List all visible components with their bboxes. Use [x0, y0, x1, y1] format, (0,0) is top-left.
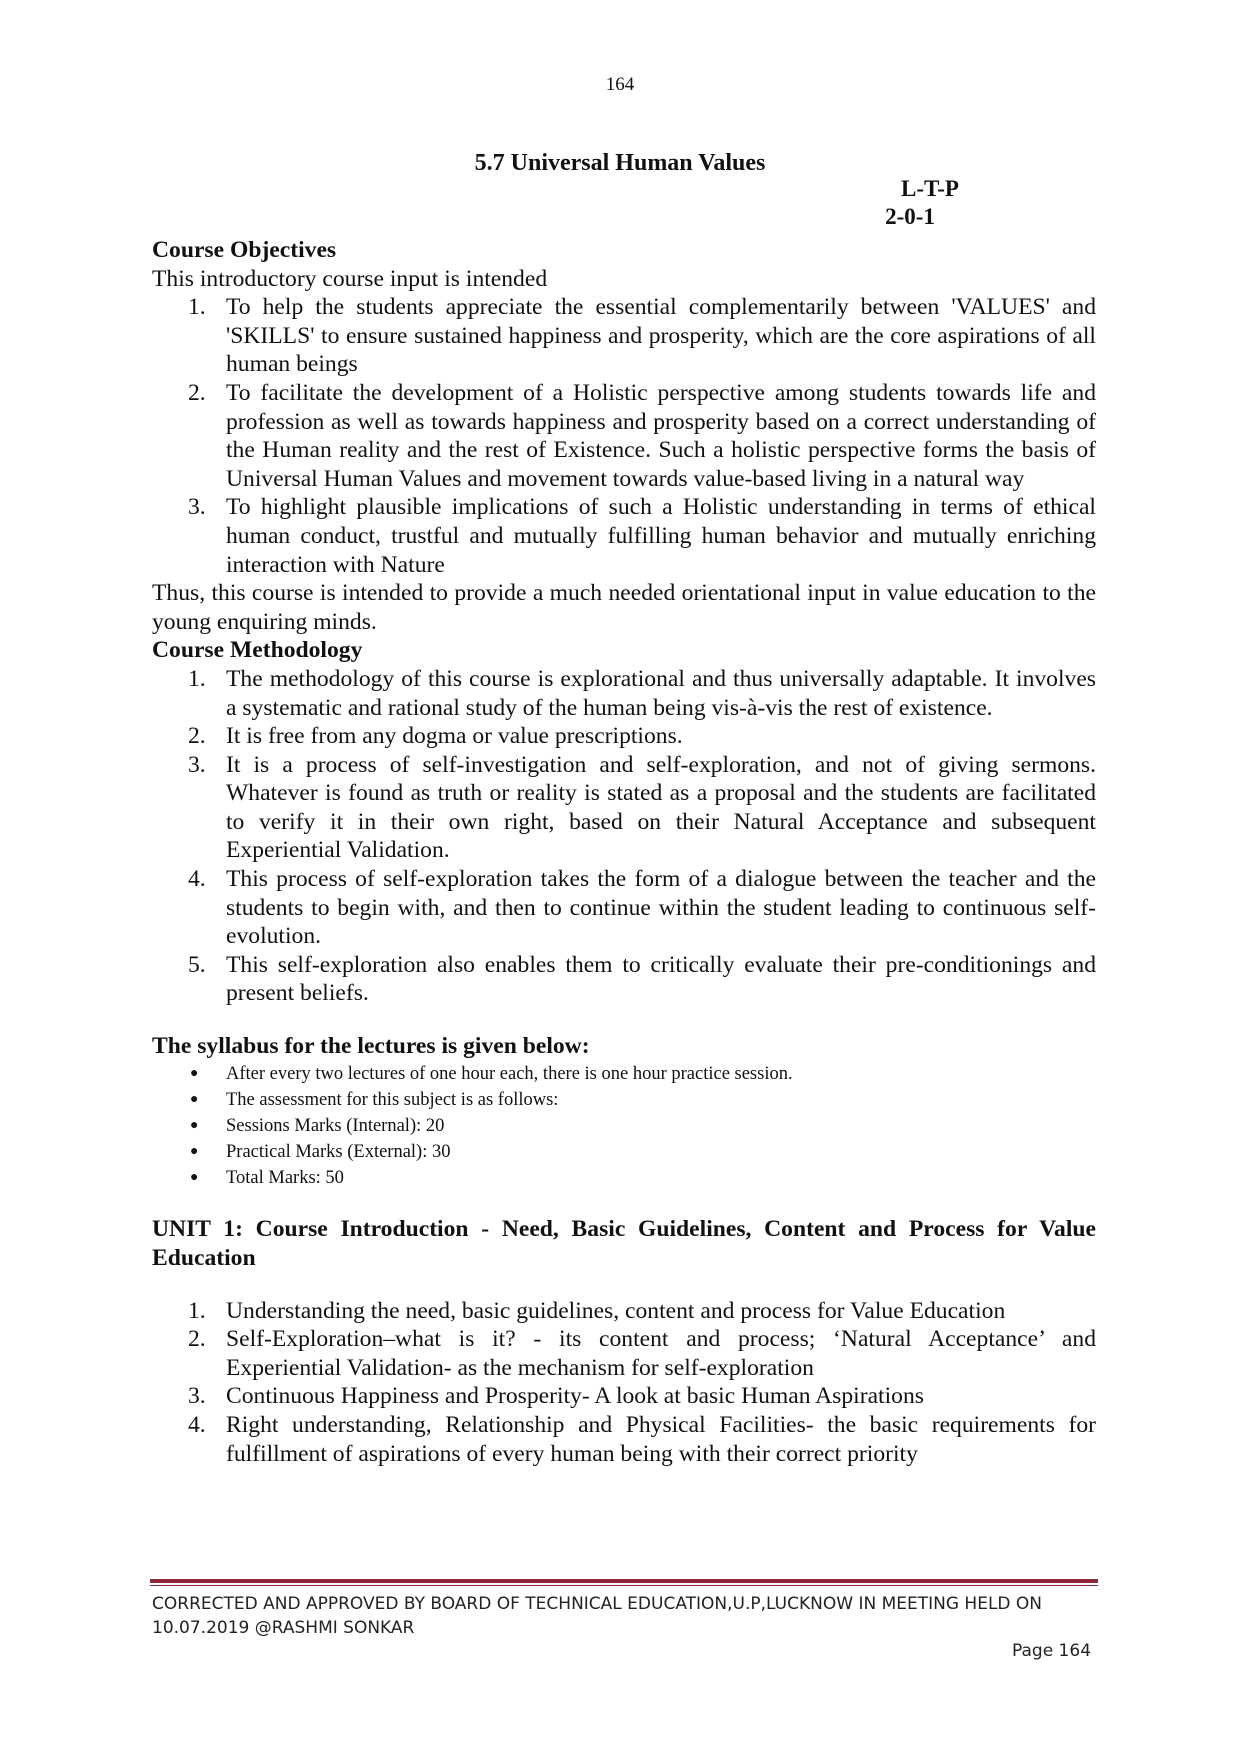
- objectives-list: [152, 293, 1096, 579]
- objectives-heading: Course Objectives: [152, 237, 337, 263]
- footer-rule-thin: [150, 1585, 1098, 1586]
- list-item: [152, 951, 1096, 1008]
- list-item: [152, 1139, 1096, 1165]
- item-number: 3.: [188, 1383, 206, 1410]
- methodology-heading: Course Methodology: [152, 637, 363, 664]
- item-text: This process of self-exploration takes the form of a dialogue between the teacher and the students to begin with, and then to continue within the student leading to continuous self-evolution.: [226, 866, 1096, 950]
- list-item: [152, 865, 1096, 951]
- item-text: Self-Exploration–what is it? - its content and process; ‘Natural Acceptance’ and Experiential Validation- as the mechanism for self-exploration: [226, 1326, 1096, 1381]
- list-item: [152, 1297, 1096, 1326]
- ltp-value: 2-0-1: [885, 204, 935, 229]
- list-item: [152, 493, 1096, 579]
- item-text: The assessment for this subject is as follows:: [226, 1089, 559, 1110]
- list-item: [152, 665, 1096, 722]
- syllabus-heading: The syllabus for the lectures is given below:: [152, 1033, 590, 1060]
- objectives-intro: This introductory course input is intended: [152, 265, 548, 292]
- item-number: 2.: [188, 723, 206, 750]
- list-item: [152, 1061, 1096, 1087]
- item-text: To help the students appreciate the essential complementarily between 'VALUES' and 'SKILLS' to ensure sustained happiness and prosperity, which are the core aspirations of all human beings: [226, 294, 1096, 378]
- list-item: [152, 751, 1096, 865]
- bullet-icon: ●: [190, 1065, 199, 1081]
- document-body: [152, 236, 1096, 1468]
- item-text: Understanding the need, basic guidelines, content and process for Value Education: [226, 1297, 1006, 1324]
- bullet-icon: ●: [190, 1169, 199, 1185]
- item-text: This self-exploration also enables them to critically evaluate their pre-conditionings and present beliefs.: [226, 951, 1096, 1007]
- bullet-icon: ●: [190, 1091, 199, 1107]
- list-item: [152, 722, 1096, 751]
- item-text: To facilitate the development of a Holistic perspective among students towards life and profession as well as towards happiness and prosperity based on a correct understanding of the Human reality and the rest of Existence. Such a holistic perspective forms the basis of Universal Human Values and movement towards value-based living in a natural way: [226, 379, 1096, 492]
- list-item: [152, 1411, 1096, 1468]
- objectives-closing: Thus, this course is intended to provide a much needed orientational input in value education to the young enquiring minds.: [152, 580, 1096, 635]
- item-text: It is free from any dogma or value prescriptions.: [226, 723, 683, 750]
- item-text: Continuous Happiness and Prosperity- A look at basic Human Aspirations: [226, 1383, 924, 1410]
- item-text: Sessions Marks (Internal): 20: [226, 1115, 445, 1136]
- item-number: 2.: [188, 1326, 206, 1353]
- ltp-label: L-T-P: [901, 176, 959, 201]
- list-item: [152, 1165, 1096, 1191]
- methodology-list: [152, 665, 1096, 1008]
- item-number: 3.: [188, 751, 206, 778]
- item-text: Right understanding, Relationship and Physical Facilities- the basic requirements for fulfillment of aspirations of every human being with their correct priority: [226, 1412, 1096, 1467]
- item-number: 3.: [188, 494, 206, 521]
- item-text: Practical Marks (External): 30: [226, 1141, 451, 1162]
- course-title: 5.7 Universal Human Values: [474, 150, 766, 176]
- list-item: [152, 1382, 1096, 1411]
- item-text: Total Marks: 50: [226, 1167, 344, 1188]
- item-number: 1.: [188, 665, 206, 692]
- item-text: It is a process of self-investigation and self-exploration, and not of giving sermons. Whatever is found as truth or reality is stated as a proposal and the students are facilitated to verify it in their own right, based on their Natural Acceptance and subsequent Experiential Validation.: [226, 751, 1096, 864]
- item-text: To highlight plausible implications of such a Holistic understanding in terms of ethical human conduct, trustful and mutually fulfilling human behavior and mutually enriching interaction with Nature: [226, 494, 1096, 578]
- item-number: 4.: [188, 1412, 206, 1438]
- unit1-list: [152, 1297, 1096, 1469]
- list-item: [152, 1113, 1096, 1139]
- footer-note: CORRECTED AND APPROVED BY BOARD OF TECHNICAL EDUCATION,U.P,LUCKNOW IN MEETING HELD ON 10.07.2019 @RASHMI SONKAR: [152, 1594, 1043, 1638]
- unit1-heading: UNIT 1: Course Introduction - Need, Basic Guidelines, Content and Process for Value Education: [152, 1215, 1096, 1271]
- footer-page-number: Page 164: [1012, 1641, 1092, 1661]
- syllabus-list: [152, 1061, 1096, 1191]
- item-number: 4.: [188, 866, 206, 893]
- list-item: [152, 1325, 1096, 1382]
- bullet-icon: ●: [190, 1117, 199, 1133]
- item-number: 2.: [188, 379, 206, 406]
- list-item: [152, 1087, 1096, 1113]
- item-text: After every two lectures of one hour each, there is one hour practice session.: [226, 1063, 793, 1084]
- page-number-top: 164: [605, 74, 635, 95]
- footer-rule: [150, 1579, 1098, 1583]
- item-number: 1.: [188, 1297, 206, 1324]
- bullet-icon: ●: [190, 1143, 199, 1159]
- list-item: [152, 379, 1096, 493]
- item-number: 1.: [188, 294, 206, 321]
- list-item: [152, 293, 1096, 379]
- item-number: 5.: [188, 951, 206, 978]
- item-text: The methodology of this course is explorational and thus universally adaptable. It involves a systematic and rational study of the human being vis-à-vis the rest of existence.: [226, 665, 1096, 721]
